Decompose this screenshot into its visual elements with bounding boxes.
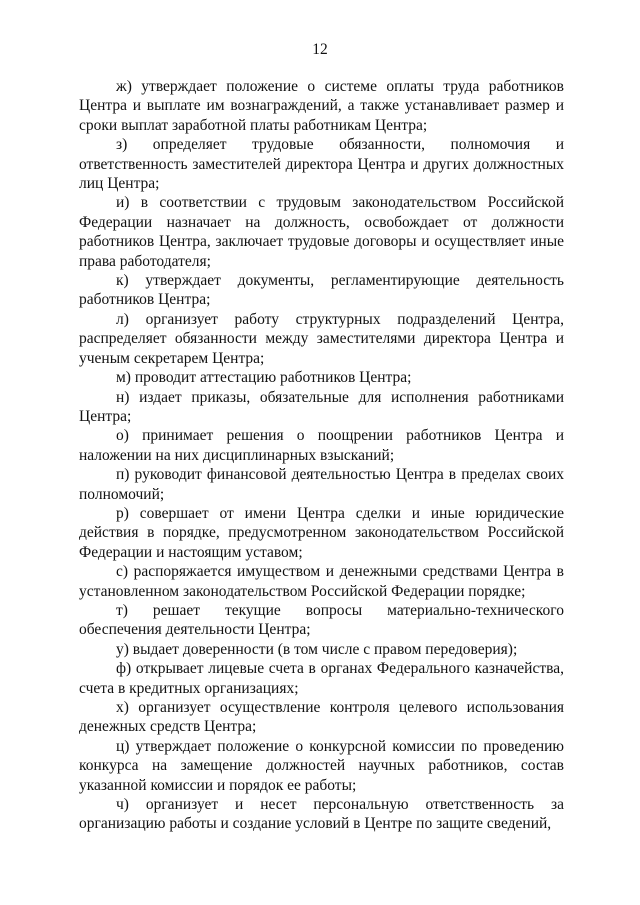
document-body (79, 77, 564, 834)
paragraph-ts: ц) утверждает положение о конкурсной комиссии по проведению конкурса на замещение должностей научных работников, состав указанной комиссии и порядок ее работы; (79, 737, 564, 794)
paragraph-f: ф) открывает лицевые счета в органах Федерального казначейства, счета в кредитных организациях; (79, 660, 564, 697)
paragraph-s: с) распоряжается имуществом и денежными средствами Центра в установленном законодательством Российской Федерации порядке; (79, 563, 564, 600)
paragraph-z: з) определяет трудовые обязанности, полномочия и ответственность заместителей директора Центра и других должностных лиц Центра; (79, 136, 564, 193)
paragraph-t: т) решает текущие вопросы материально-технического обеспечения деятельности Центра; (79, 601, 564, 639)
paragraph-r: р) совершает от имени Центра сделки и иные юридические действия в порядке, предусмотренном законодательством Российской Федерации и настоящим уставом; (79, 504, 564, 561)
paragraph-m: м) проводит аттестацию работников Центра; (116, 369, 412, 387)
paragraph-k: к) утверждает документы, регламентирующие деятельность работников Центра; (79, 272, 564, 309)
paragraph-p: п) руководит финансовой деятельностью Центра в пределах своих полномочий; (79, 466, 564, 503)
page-number: 12 (312, 41, 328, 58)
paragraph-u: у) выдает доверенности (в том числе с правом передоверия); (116, 640, 518, 658)
paragraph-ch: ч) организует и несет персональную ответственность за организацию работы и создание условий в Центре по защите сведений, (79, 796, 564, 833)
paragraph-zh: ж) утверждает положение о системе оплаты труда работников Центра и выплате им вознаграждений, а также устанавливает размер и сроки выплат заработной платы работникам Центра; (79, 78, 564, 134)
paragraph-l: л) организует работу структурных подразделений Центра, распределяет обязанности между заместителями директора Центра и ученым секретарем Центра; (79, 310, 564, 367)
paragraph-o: о) принимает решения о поощрении работников Центра и наложении на них дисциплинарных взысканий; (79, 427, 564, 464)
paragraph-n: н) издает приказы, обязательные для исполнения работниками Центра; (79, 388, 564, 425)
paragraph-kh: х) организует осуществление контроля целевого использования денежных средств Центра; (79, 699, 564, 736)
paragraph-i: и) в соответствии с трудовым законодательством Российской Федерации назначает на должность, освобождает от должности работников Центра, заключает трудовые договоры и осуществляет иные права работодателя; (79, 194, 564, 270)
